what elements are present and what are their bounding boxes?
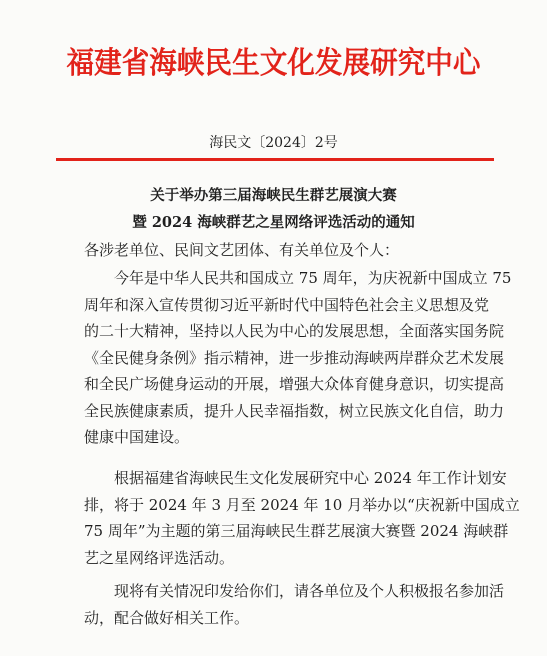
notice-title-line1: 关于举办第三届海峡民生群艺展演大赛	[150, 187, 397, 204]
paragraph-line: 全民族健康素质，提升人民幸福指数，树立民族文化自信，助力	[84, 401, 505, 420]
notice-title-line2: 暨 2024 海峡群艺之星网络评选活动的通知	[132, 214, 415, 231]
paragraph-line: 和全民广场健身运动的开展，增强大众体育健身意识，切实提高	[84, 375, 505, 393]
paragraph-2	[84, 465, 520, 571]
paragraph-line: 根据福建省海峡民生文化发展研究中心 2024 年工作计划安	[114, 469, 507, 487]
paragraph-line: 排，将于 2024 年 3 月至 2024 年 10 月举办以“庆祝新中国成立	[84, 495, 520, 514]
paragraph-line: 动，配合做好相关工作。	[84, 608, 250, 627]
document-number: 海民文〔2024〕2号	[209, 135, 338, 151]
org-header-title: 福建省海峡民生文化发展研究中心	[66, 46, 481, 81]
salutation: 各涉老单位、民间文艺团体、有关单位及个人：	[84, 241, 400, 259]
paragraph-line: 《全民健身条例》指示精神，进一步推动海峡两岸群众艺术发展	[84, 348, 505, 367]
red-divider-rule	[56, 158, 494, 161]
paragraph-line: 的二十大精神，坚持以人民为中心的发展思想，全面落实国务院	[84, 322, 505, 340]
paragraph-line: 现将有关情况印发给你们，请各单位及个人积极报名参加活	[114, 582, 505, 600]
paragraph-line: 周年和深入宣传贯彻习近平新时代中国特色社会主义思想及党	[84, 295, 490, 314]
paragraph-line: 艺之星网络评选活动。	[84, 548, 235, 567]
paragraph-1	[84, 265, 512, 451]
paragraph-line: 今年是中华人民共和国成立 75 周年，为庆祝新中国成立 75	[114, 269, 512, 287]
paragraph-line: 健康中国建设。	[84, 428, 190, 446]
paragraph-3	[84, 578, 505, 631]
paragraph-line: 75 周年”为主题的第三届海峡民生群艺展演大赛暨 2024 海峡群	[84, 522, 509, 540]
